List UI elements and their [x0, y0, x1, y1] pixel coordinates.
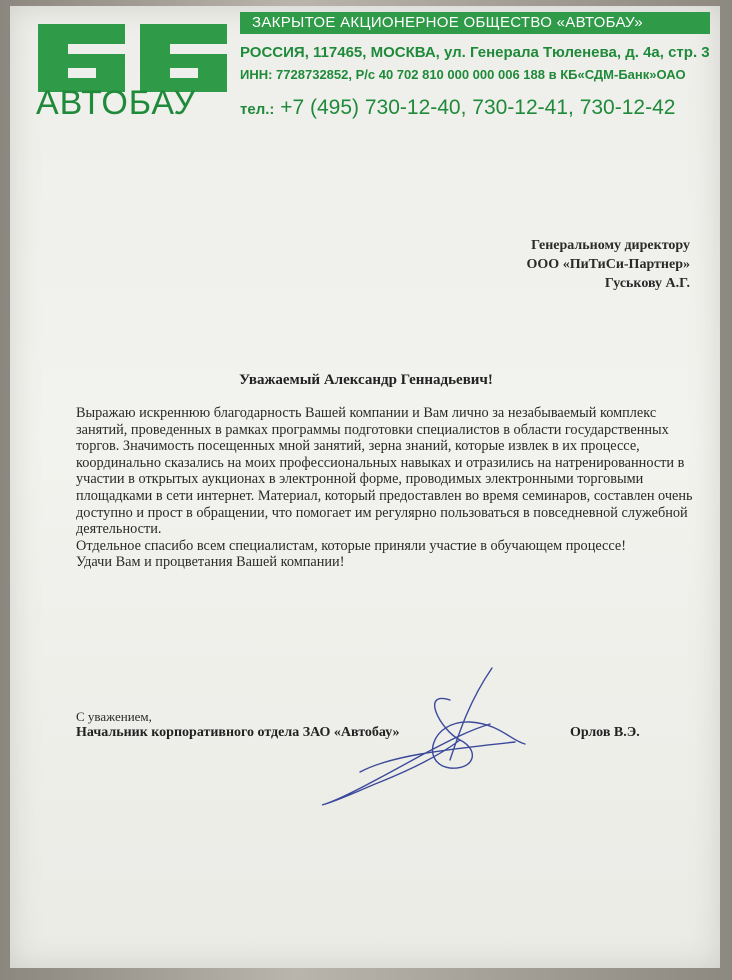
company-phones — [240, 96, 675, 120]
body-paragraph-1: Выражаю искреннюю благодарность Вашей компании и Вам лично за незабываемый комплекс занятий, проведенных в рамках программы подготовки специалистов в области государственных торгов. Значимость посещенных мной занятий, зерна знаний, которые извлек в их процессе, координально сказались на моих профессиональных навыках и отразились на натренированности в участии в открытых аукционах в электронной форме, проводимых электронными торговыми площадками в сети интернет. Материал, который предоставлен во время семинаров, составлен очень доступно и прост в обращении, что помогает им регулярно пользоваться в повседневной служебной деятельности. — [76, 405, 693, 538]
company-address: РОССИЯ, 117465, МОСКВА, ул. Генерала Тюленева, д. 4а, стр. 3 — [240, 44, 710, 61]
body-paragraph-3: Удачи Вам и процветания Вашей компании! — [76, 554, 345, 571]
phone-numbers: +7 (495) 730-12-40, 730-12-41, 730-12-42 — [280, 96, 676, 119]
handwritten-signature — [300, 660, 540, 820]
recipient-block — [420, 236, 690, 293]
body-paragraph-2: Отдельное спасибо всем специалистам, которые приняли участие в обучающем процессе! — [76, 537, 627, 554]
recipient-name: Гуськову А.Г. — [604, 276, 690, 291]
closing-phrase: С уважением, — [76, 709, 152, 724]
signer-title: Начальник корпоративного отдела ЗАО «Автобау» — [76, 725, 400, 740]
letter-body — [76, 405, 696, 571]
signer-name: Орлов В.Э. — [570, 725, 640, 740]
company-bank-details: ИНН: 7728732852, Р/с 40 702 810 000 000 006 188 в КБ«СДМ-Банк»ОАО — [240, 67, 686, 82]
recipient-company: ООО «ПиТиСи-Партнер» — [526, 257, 690, 272]
greeting: Уважаемый Александр Геннадьевич! — [239, 372, 493, 388]
company-full-name: ЗАКРЫТОЕ АКЦИОНЕРНОЕ ОБЩЕСТВО «АВТОБАУ» — [240, 12, 710, 34]
phone-label: тел.: — [240, 101, 275, 118]
recipient-position: Генеральному директору — [531, 238, 690, 253]
logo-wordmark: АВТОБАУ — [36, 84, 197, 122]
